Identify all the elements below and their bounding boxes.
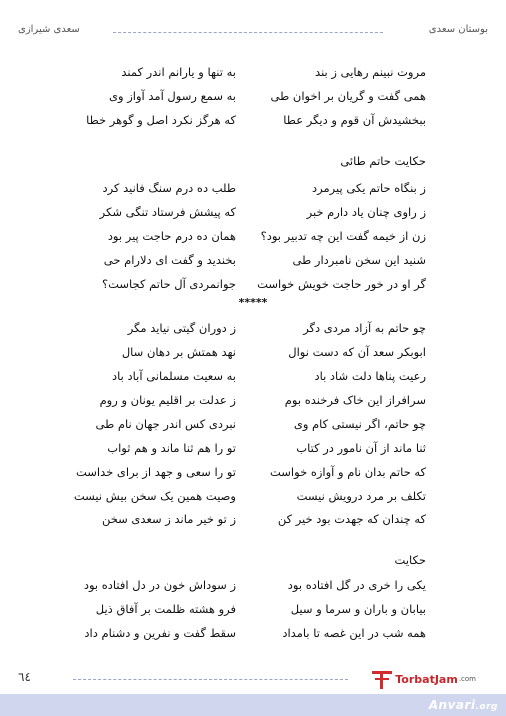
logo-text: TorbatJam <box>395 672 458 686</box>
verse-right: ز بنگاه حاتم یکی پیرمرد <box>312 181 426 195</box>
verse-left: تو را هم ثنا ماند و هم ثواب <box>107 441 236 455</box>
verse-left: بخندید و گفت ای دلارام حی <box>103 253 236 267</box>
verse-right: زن از خیمه گفت این چه تدبیر بود؟ <box>260 229 426 243</box>
verse-right: مروت نبینم رهایی ز بند <box>315 65 426 79</box>
verse-right: بیابان و باران و سرما و سیل <box>290 602 426 616</box>
verse-right: همی گفت و گریان بر اخوان طی <box>270 89 426 103</box>
site-logo[interactable] <box>372 668 476 690</box>
verse-right: ابوبکر سعد آن که دست نوال <box>288 345 426 359</box>
verse-left: به سعیت مسلمانی آباد باد <box>112 369 236 383</box>
watermark-banner <box>0 694 506 716</box>
verse-left: ز سوداش خون در دل افتاده بود <box>83 578 236 592</box>
verse-left: ز تو خیر ماند ز سعدی سخن <box>101 512 236 526</box>
verse-right: رعیت پناها دلت شاد باد <box>314 369 426 383</box>
verse-left: وصیت همین یک سخن بیش نیست <box>73 489 236 503</box>
torbatjam-logo-icon <box>372 669 392 689</box>
verse-left: تو را سعی و جهد از برای خداست <box>75 465 236 479</box>
verse-left: که پیشش فرستاد تنگی شکر <box>99 205 236 219</box>
verse-right: همه شب در این غصه تا بامداد <box>282 626 426 640</box>
watermark-text <box>429 698 498 712</box>
verse-left: جوانمردی آل حاتم کجاست؟ <box>102 277 236 291</box>
verse-left: نبردی کس اندر جهان نام طی <box>95 417 236 431</box>
verse-right: سرافراز این خاک فرخنده بوم <box>284 393 426 407</box>
verse-right: گر او در خور حاجت خویش خواست <box>257 277 426 291</box>
watermark-name: Anvari <box>428 698 476 712</box>
verse-right: چو حاتم به آزاد مردی دگر <box>303 321 426 335</box>
story-title: حکایت حاتم طائی <box>340 154 426 168</box>
author-name: سعدی شیرازی <box>18 24 80 35</box>
verse-right: ببخشیدش آن قوم و دیگر عطا <box>283 113 426 127</box>
stanza-separator: ***** <box>238 296 268 309</box>
verse-left: به تنها و یارانم اندر کمند <box>121 65 236 79</box>
verse-right: ز راوی چنان یاد دارم خبر <box>306 205 426 219</box>
verse-right: یکی را خری در گل افتاده بود <box>287 578 426 592</box>
verse-right: ثنا ماند از آن نامور در کتاب <box>296 441 426 455</box>
verse-left: ز عدلت بر اقلیم یونان و روم <box>99 393 236 407</box>
verse-left: سقط گفت و نفرین و دشنام داد <box>84 626 236 640</box>
verse-right: شنید این سخن نامبردار طی <box>292 253 426 267</box>
verse-right: تکلف بر مرد درویش نیست <box>296 489 426 503</box>
page-footer <box>18 668 488 690</box>
verse-left: که هرگز نکرد اصل و گوهر خطا <box>86 113 236 127</box>
footer-divider <box>73 679 348 680</box>
verse-left: نهد همتش بر دهان سال <box>121 345 236 359</box>
verse-left: به سمع رسول آمد آواز وی <box>109 89 236 103</box>
watermark-suffix: .org <box>475 702 498 712</box>
verse-right: که حاتم بدان نام و آوازه خواست <box>270 465 426 479</box>
verse-right: چو حاتم، اگر نیستی کام وی <box>293 417 426 431</box>
book-title: بوستان سعدی <box>428 24 488 35</box>
logo-suffix: .com <box>458 675 476 683</box>
verse-left: فرو هشته ظلمت بر آفاق ذیل <box>95 602 236 616</box>
story-title: حکایت <box>394 553 426 567</box>
page-number: ٦٤ <box>18 670 31 684</box>
verse-left: ز دوران گیتی نیاید مگر <box>127 321 236 335</box>
verse-left: همان ده درم حاجت پیر بود <box>107 229 236 243</box>
verse-right: که چندان که جهدت بود خیر کن <box>277 512 426 526</box>
verse-left: طلب ده درم سنگ فانید کرد <box>102 181 236 195</box>
